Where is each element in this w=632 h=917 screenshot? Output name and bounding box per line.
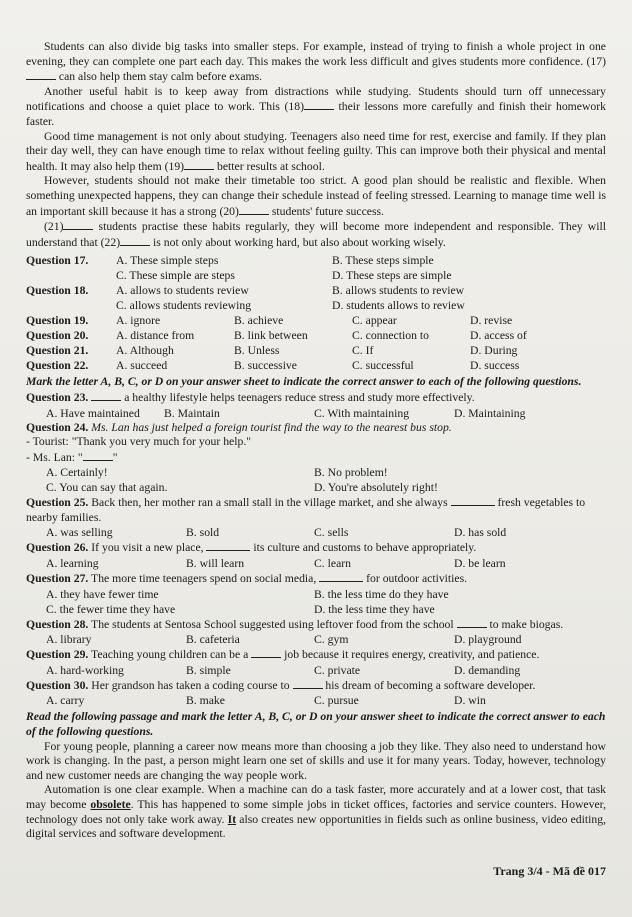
question-27-stem xyxy=(26,571,606,587)
answer-blank xyxy=(251,647,281,658)
option-d[interactable]: D. These steps are simple xyxy=(332,269,452,283)
option-b[interactable]: B. simple xyxy=(186,663,231,677)
passage2-paragraph-1: For young people, planning a career now means more than choosing a job they like. They also need to understand how work is changing. In the past, a person might learn one set of skills and use it for many years. Today, however, technology and new customer needs are changing the way people work. xyxy=(26,739,606,782)
answer-blank xyxy=(451,495,495,506)
option-a[interactable]: A. These simple steps xyxy=(116,254,219,268)
question-label: Question 26. xyxy=(26,541,89,555)
passage1-paragraph-5 xyxy=(26,219,606,250)
option-c[interactable]: C. connection to xyxy=(352,329,429,343)
option-b[interactable]: B. These steps simple xyxy=(332,254,434,268)
question-24-options-row2 xyxy=(26,480,606,495)
option-c[interactable]: C. gym xyxy=(314,633,349,647)
passage-text: Good time management is not only about studying. Teenagers also need time for rest, exercise and family. If they plan their day well, they can have enough time to relax without feeling guilty. This can improve both their physical and mental health. It may also help them (19) xyxy=(26,129,606,173)
option-b[interactable]: B. will learn xyxy=(186,557,245,571)
option-c[interactable]: C. allows students reviewing xyxy=(116,299,252,313)
question-21 xyxy=(26,343,606,358)
question-text: his dream of becoming a software developer. xyxy=(322,678,536,692)
option-c[interactable]: C. pursue xyxy=(314,694,359,708)
option-d[interactable]: D. win xyxy=(454,694,486,708)
passage-text: can also help them stay calm before exams. xyxy=(56,70,263,84)
option-a[interactable]: A. ignore xyxy=(116,314,161,328)
question-label: Question 27. xyxy=(26,572,89,586)
dialogue-line-1: - Tourist: "Thank you very much for your help." xyxy=(26,435,252,449)
option-c[interactable]: C. If xyxy=(352,344,374,358)
option-c[interactable]: C. learn xyxy=(314,557,351,571)
question-label: Question 29. xyxy=(26,648,89,662)
question-label: Question 22. xyxy=(26,359,89,373)
answer-blank xyxy=(26,69,56,80)
passage-text: better results at school. xyxy=(214,159,325,173)
option-b[interactable]: B. make xyxy=(186,694,225,708)
option-a[interactable]: A. learning xyxy=(46,557,99,571)
passage-text: also creates new opportunities in fields such as online business, video editing, digital services and software development. xyxy=(26,812,607,841)
option-c[interactable]: C. These simple are steps xyxy=(116,269,235,283)
option-b[interactable]: B. link between xyxy=(234,329,308,343)
page-footer: Trang 3/4 - Mã đề 017 xyxy=(493,864,606,878)
option-a[interactable]: A. allows to students review xyxy=(116,284,249,298)
option-d[interactable]: D. revise xyxy=(470,314,513,328)
question-26-stem xyxy=(26,540,606,556)
passage-text: However, students should not make their timetable too strict. A good plan should be realistic and flexible. When something unexpected happens, they can change their schedule instead of feeling stressed. Learning to manage time well is an important skill because it has a strong (20) xyxy=(26,174,606,218)
passage-text: . This has happened to some simple jobs in ticket offices, factories and service counters. However, technology does not only take work away. xyxy=(26,798,606,826)
question-text: fresh vegetables to nearby families. xyxy=(26,496,586,524)
question-29-options xyxy=(26,663,606,678)
underlined-word: It xyxy=(227,812,237,826)
option-b[interactable]: B. Unless xyxy=(234,344,280,358)
option-d[interactable]: D. You're absolutely right! xyxy=(314,481,438,495)
option-c[interactable]: C. appear xyxy=(352,314,397,328)
passage2-paragraph-2 xyxy=(26,783,606,841)
option-b[interactable]: B. No problem! xyxy=(314,466,388,480)
option-d[interactable]: D. Maintaining xyxy=(454,406,526,420)
question-27-options-row1 xyxy=(26,587,606,602)
passage1-paragraph-1 xyxy=(26,40,606,85)
option-b[interactable]: B. successive xyxy=(234,359,297,373)
question-text: The students at Sentosa School suggested using leftover food from the school xyxy=(88,617,457,631)
question-30-options xyxy=(26,693,606,708)
instruction-2: Read the following passage and mark the letter A, B, C, or D on your answer sheet to indicate the correct answer to each of the following questions. xyxy=(26,710,606,739)
option-d[interactable]: D. the less time they have xyxy=(314,602,435,616)
answer-blank xyxy=(239,204,269,215)
question-text: to make biogas. xyxy=(486,617,564,631)
question-text: for outdoor activities. xyxy=(363,572,468,586)
option-d[interactable]: D. success xyxy=(470,359,520,373)
question-17-row2 xyxy=(26,268,606,283)
option-a[interactable]: A. hard-working xyxy=(46,663,124,677)
question-label: Question 25. xyxy=(26,496,89,510)
answer-blank xyxy=(293,678,323,689)
option-a[interactable]: A. Although xyxy=(116,344,174,358)
option-c[interactable]: C. You can say that again. xyxy=(46,481,168,495)
answer-blank xyxy=(457,617,487,628)
answer-blank xyxy=(206,540,250,551)
question-20 xyxy=(26,328,606,343)
question-label: Question 21. xyxy=(26,344,89,358)
question-label: Question 28. xyxy=(26,617,89,631)
option-c[interactable]: C. the fewer time they have xyxy=(46,602,176,616)
question-text: job because it requires energy, creativity, and patience. xyxy=(281,648,540,662)
question-26-options xyxy=(26,556,606,571)
question-label: Question 20. xyxy=(26,329,89,343)
passage-text: (21) xyxy=(44,220,64,234)
question-23-stem xyxy=(26,390,606,406)
question-text: Teaching young children can be a xyxy=(88,648,252,662)
option-b[interactable]: B. Maintain xyxy=(164,406,220,420)
answer-blank xyxy=(91,390,121,401)
option-c[interactable]: C. private xyxy=(314,663,361,677)
question-23-options xyxy=(26,406,606,421)
option-a[interactable]: A. was selling xyxy=(46,526,113,540)
option-b[interactable]: B. achieve xyxy=(234,314,284,328)
option-a[interactable]: A. they have fewer time xyxy=(46,587,159,601)
question-18 xyxy=(26,283,606,298)
passage1-paragraph-3 xyxy=(26,130,606,175)
option-a[interactable]: A. succeed xyxy=(116,359,168,373)
option-a[interactable]: A. distance from xyxy=(116,329,195,343)
question-text: Her grandson has taken a coding course to xyxy=(88,678,293,692)
question-29-stem xyxy=(26,647,606,663)
option-c[interactable]: C. sells xyxy=(314,526,349,540)
option-a[interactable]: A. Have maintained xyxy=(46,406,140,420)
option-d[interactable]: D. playground xyxy=(454,633,522,647)
answer-blank xyxy=(184,159,214,170)
option-b[interactable]: B. the less time do they have xyxy=(314,587,449,601)
passage-text: students practise these habits regularly, they will become more independent and responsible. They will understand that (22) xyxy=(26,220,606,249)
question-25-stem xyxy=(26,495,606,525)
option-d[interactable]: D. has sold xyxy=(454,526,507,540)
option-a[interactable]: A. carry xyxy=(46,694,85,708)
passage-text: students' future success. xyxy=(268,204,384,218)
option-c[interactable]: C. With maintaining xyxy=(314,406,410,420)
answer-blank xyxy=(83,450,113,461)
question-text: its culture and customs to behave appropriately. xyxy=(250,541,477,555)
question-24-stem xyxy=(26,421,606,436)
question-28-stem xyxy=(26,617,606,633)
question-label: Question 18. xyxy=(26,284,89,298)
passage-text: Another useful habit is to keep away from distractions while studying. Students should turn off unnecessary notifications and choose a quiet place to work. This (18) xyxy=(26,84,606,114)
answer-blank xyxy=(63,219,93,230)
question-17 xyxy=(26,253,606,268)
question-24-options-row1 xyxy=(26,465,606,480)
option-b[interactable]: B. sold xyxy=(186,526,220,540)
question-text: Ms. Lan has just helped a foreign tourist find the way to the nearest bus stop. xyxy=(88,420,452,434)
passage-text: Automation is one clear example. When a machine can do a task faster, more accurately and at a lower cost, that task may become xyxy=(26,783,606,811)
question-label: Question 17. xyxy=(26,254,89,268)
question-22 xyxy=(26,358,606,373)
answer-blank xyxy=(120,235,150,246)
option-b[interactable]: B. cafeteria xyxy=(186,633,240,647)
question-text: Back then, her mother ran a small stall in the village market, and she always xyxy=(88,496,451,510)
option-d[interactable]: D. be learn xyxy=(454,557,506,571)
question-label: Question 30. xyxy=(26,678,89,692)
option-d[interactable]: D. access of xyxy=(470,329,527,343)
question-label: Question 23. xyxy=(26,390,89,404)
option-c[interactable]: C. successful xyxy=(352,359,414,373)
option-d[interactable]: D. During xyxy=(470,344,518,358)
option-d[interactable]: D. students allows to review xyxy=(332,299,465,313)
dialogue-line-2 xyxy=(26,450,606,466)
question-text: If you visit a new place, xyxy=(88,541,207,555)
question-30-stem xyxy=(26,678,606,694)
question-label: Question 19. xyxy=(26,314,89,328)
option-a[interactable]: A. library xyxy=(46,633,92,647)
question-label: Question 24. xyxy=(26,420,89,434)
underlined-word: obsolete xyxy=(90,798,131,811)
dialogue-text: - Ms. Lan: " xyxy=(26,450,83,464)
passage-text: is not only about working hard, but also about working wisely. xyxy=(150,235,446,249)
passage1-paragraph-4 xyxy=(26,174,606,219)
passage-text: their lessons more carefully and finish their homework faster. xyxy=(26,100,606,128)
passage-text: Students can also divide big tasks into smaller steps. For example, instead of trying to finish a whole project in one evening, they can complete one part each day. This makes the work less difficult and gives students more confidence. (17) xyxy=(26,40,606,68)
passage1-paragraph-2 xyxy=(26,85,606,130)
answer-blank xyxy=(319,571,363,582)
question-19 xyxy=(26,313,606,328)
question-text: a healthy lifestyle helps teenagers reduce stress and study more effectively. xyxy=(121,390,475,404)
question-27-options-row2 xyxy=(26,602,606,617)
question-25-options xyxy=(26,525,606,540)
option-d[interactable]: D. demanding xyxy=(454,663,521,677)
option-a[interactable]: A. Certainly! xyxy=(46,466,108,480)
question-text: The more time teenagers spend on social media, xyxy=(88,572,320,586)
option-b[interactable]: B. allows students to review xyxy=(332,284,465,298)
question-28-options xyxy=(26,632,606,647)
instruction-1: Mark the letter A, B, C, or D on your answer sheet to indicate the correct answer to each of the following questions. xyxy=(26,375,582,389)
answer-blank xyxy=(304,99,334,110)
dialogue-text: " xyxy=(112,450,118,464)
question-18-row2 xyxy=(26,298,606,313)
